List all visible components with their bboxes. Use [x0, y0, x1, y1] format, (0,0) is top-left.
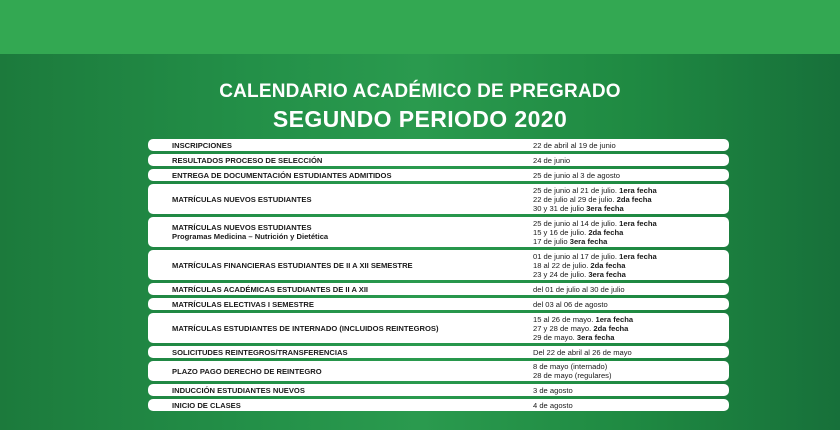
- calendar-row: [148, 361, 729, 381]
- date-text: 22 de abril al 19 de junio: [533, 140, 616, 150]
- date-text: 25 de junio al 21 de julio.: [533, 185, 620, 195]
- calendar-table: [148, 139, 729, 414]
- date-line: [533, 261, 657, 270]
- event-label: [172, 283, 368, 295]
- calendar-row: [148, 399, 729, 411]
- event-label: [172, 154, 322, 166]
- date-line: [533, 386, 573, 395]
- date-line: [533, 195, 657, 204]
- date-text: 25 de junio al 14 de julio.: [533, 218, 620, 228]
- event-dates: [533, 169, 620, 181]
- date-text: 29 de mayo.: [533, 332, 577, 342]
- event-dates: [533, 399, 573, 411]
- date-text: 01 de junio al 17 de julio.: [533, 251, 620, 261]
- date-line: [533, 156, 570, 165]
- date-text: 3 de agosto: [533, 385, 573, 395]
- date-line: [533, 252, 657, 261]
- date-text: 24 de junio: [533, 155, 571, 165]
- date-line: [533, 228, 657, 237]
- event-dates: [533, 139, 616, 151]
- event-name: MATRÍCULAS NUEVOS ESTUDIANTES: [172, 223, 312, 232]
- event-name: MATRÍCULAS FINANCIERAS ESTUDIANTES DE II A XII SEMESTRE: [172, 260, 413, 270]
- top-banner: [0, 0, 840, 54]
- date-tag: 2da fecha: [593, 323, 629, 333]
- event-label: [172, 169, 392, 181]
- date-text: del 03 al 06 de agosto: [533, 299, 608, 309]
- date-text: 23 y 24 de julio.: [533, 269, 589, 279]
- event-dates: [533, 346, 632, 358]
- date-text: del 01 de julio al 30 de julio: [533, 284, 625, 294]
- date-text: 18 al 22 de julio.: [533, 260, 591, 270]
- calendar-row: [148, 283, 729, 295]
- date-text: 25 de junio al 3 de agosto: [533, 170, 620, 180]
- date-line: [533, 348, 632, 357]
- event-dates: [533, 283, 625, 295]
- calendar-row: [148, 169, 729, 181]
- event-label: [172, 184, 312, 214]
- event-name: RESULTADOS PROCESO DE SELECCIÓN: [172, 155, 323, 165]
- date-text: 17 de julio: [533, 236, 570, 246]
- calendar-row: [148, 217, 729, 247]
- event-name: ENTREGA DE DOCUMENTACIÓN ESTUDIANTES ADMITIDOS: [172, 170, 392, 180]
- date-tag: 3era fecha: [586, 203, 624, 213]
- date-tag: 1era fecha: [595, 314, 634, 324]
- date-line: [533, 371, 612, 380]
- event-name: PLAZO PAGO DERECHO DE REINTEGRO: [172, 366, 322, 376]
- event-dates: [533, 384, 573, 396]
- calendar-row: [148, 139, 729, 151]
- event-label: [172, 346, 348, 358]
- date-tag: 2da fecha: [616, 194, 652, 204]
- date-line: [533, 141, 616, 150]
- date-tag: 1era fecha: [619, 251, 657, 261]
- event-dates: [533, 361, 612, 381]
- event-name: MATRÍCULAS ACADÉMICAS ESTUDIANTES DE II A XII: [172, 284, 369, 294]
- calendar-row: [148, 250, 729, 280]
- date-line: [533, 315, 633, 324]
- date-text: 15 y 16 de julio.: [533, 227, 589, 237]
- date-text: 27 y 28 de mayo.: [533, 323, 594, 333]
- event-label: [172, 313, 439, 343]
- date-text: 15 al 26 de mayo.: [533, 314, 596, 324]
- event-dates: [533, 313, 633, 343]
- date-line: [533, 333, 633, 342]
- event-label: [172, 250, 413, 280]
- date-tag: 3era fecha: [569, 236, 608, 246]
- calendar-row: [148, 313, 729, 343]
- date-text: 28 de mayo (regulares): [533, 371, 612, 380]
- event-name: MATRÍCULAS NUEVOS ESTUDIANTES: [172, 194, 312, 204]
- date-line: [533, 401, 573, 410]
- date-line: [533, 270, 657, 279]
- date-line: [533, 204, 657, 213]
- event-dates: [533, 250, 657, 280]
- event-label: [172, 217, 328, 247]
- event-dates: [533, 298, 608, 310]
- event-label: [172, 139, 232, 151]
- calendar-row: [148, 154, 729, 166]
- date-line: [533, 237, 657, 246]
- date-line: [533, 219, 657, 228]
- event-label: [172, 384, 305, 396]
- date-text: 22 de julio al 29 de julio.: [533, 194, 617, 204]
- event-label: [172, 361, 322, 381]
- event-name: MATRÍCULAS ELECTIVAS I SEMESTRE: [172, 299, 314, 309]
- calendar-row: [148, 384, 729, 396]
- date-line: [533, 324, 633, 333]
- date-tag: 2da fecha: [588, 227, 624, 237]
- date-line: [533, 285, 625, 294]
- date-text: 30 y 31 de julio: [533, 203, 587, 213]
- event-name: INICIO DE CLASES: [172, 400, 241, 410]
- page-subtitle: SEGUNDO PERIODO 2020: [272, 106, 568, 132]
- event-name: INSCRIPCIONES: [172, 140, 232, 150]
- event-name: SOLICITUDES REINTEGROS/TRANSFERENCIAS: [172, 347, 348, 357]
- event-dates: [533, 154, 570, 166]
- event-label: [172, 399, 241, 411]
- event-dates: [533, 184, 657, 214]
- date-line: [533, 186, 657, 195]
- event-dates: [533, 217, 657, 247]
- calendar-row: [148, 298, 729, 310]
- calendar-row: [148, 184, 729, 214]
- event-sublabel: Programas Medicina – Nutrición y Dietética: [172, 232, 329, 241]
- date-text: 4 de agosto: [533, 400, 573, 410]
- date-line: [533, 171, 620, 180]
- date-tag: 3era fecha: [576, 332, 615, 342]
- calendar-row: [148, 346, 729, 358]
- date-line: [533, 300, 608, 309]
- event-name: MATRÍCULAS ESTUDIANTES DE INTERNADO (INCLUIDOS REINTEGROS): [172, 323, 439, 333]
- event-label: [172, 298, 314, 310]
- date-tag: 2da fecha: [590, 260, 626, 270]
- page-title: CALENDARIO ACADÉMICO DE PREGRADO: [219, 81, 621, 102]
- date-tag: 3era fecha: [588, 269, 626, 279]
- date-text: Del 22 de abril al 26 de mayo: [533, 347, 632, 357]
- date-tag: 1era fecha: [619, 218, 657, 228]
- date-text: 8 de mayo (internado): [533, 362, 608, 371]
- event-name: INDUCCIÓN ESTUDIANTES NUEVOS: [172, 385, 305, 395]
- date-line: [533, 362, 612, 371]
- date-tag: 1era fecha: [619, 185, 657, 195]
